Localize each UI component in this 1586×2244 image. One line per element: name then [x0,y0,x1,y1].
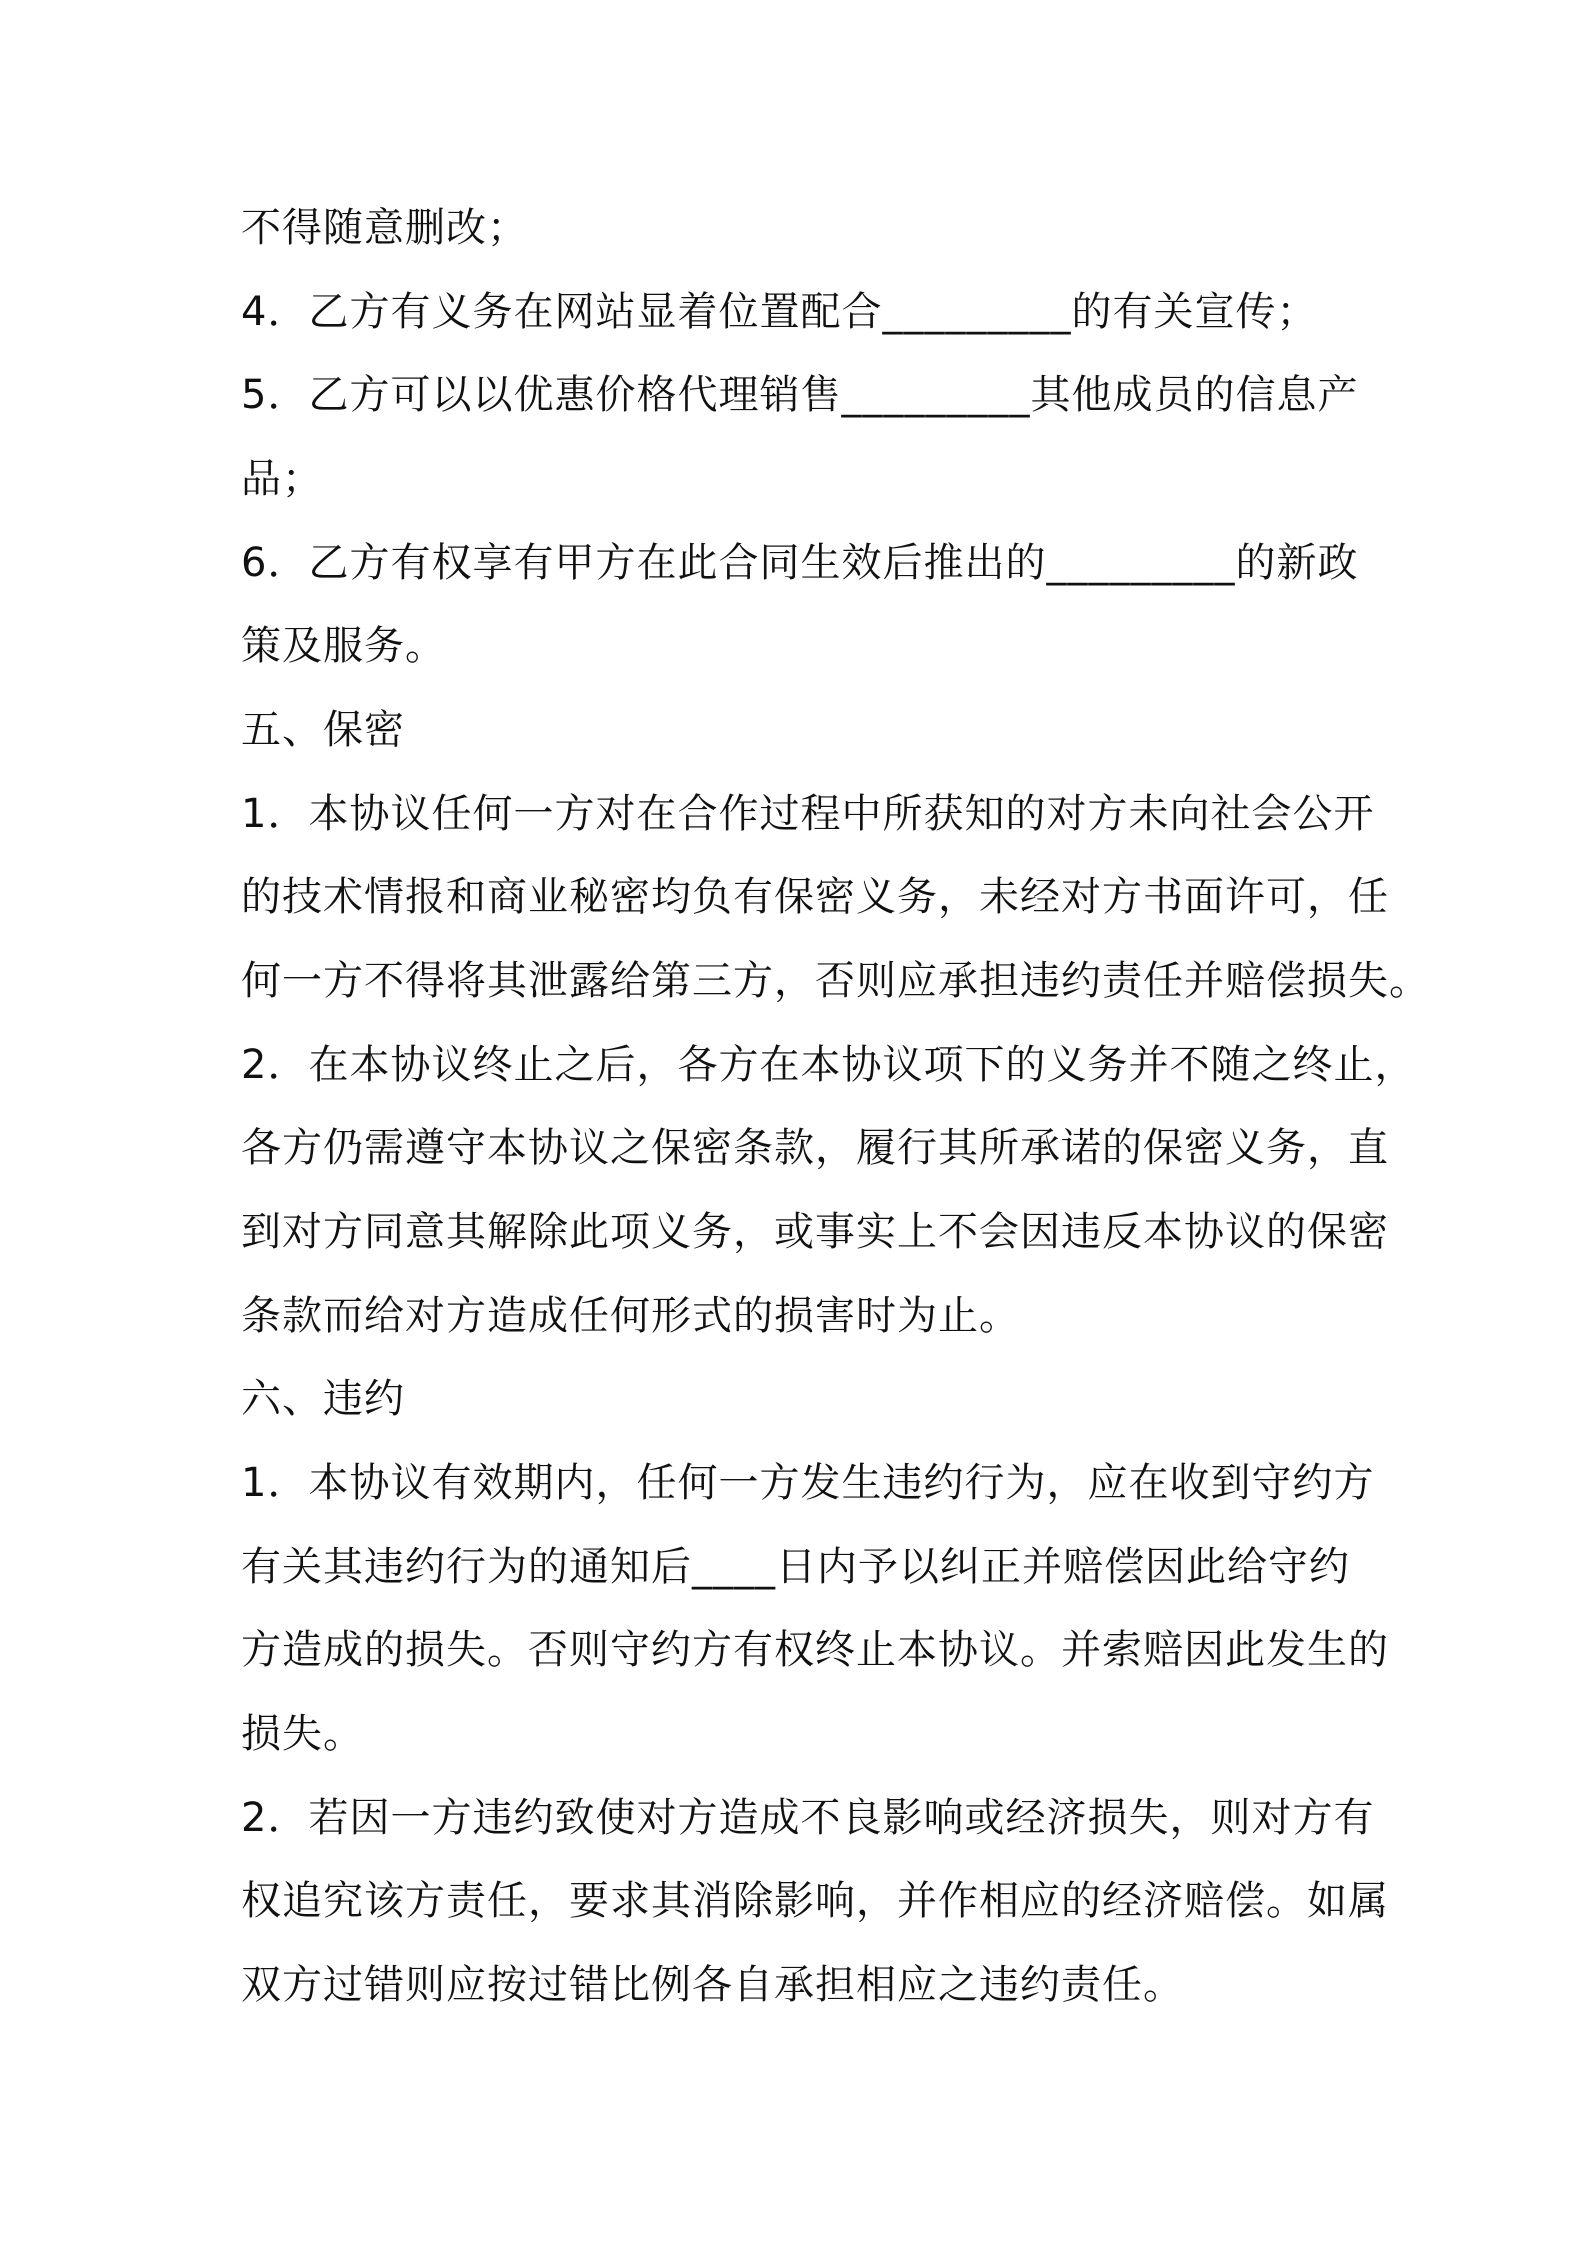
text-line: 双方过错则应按过错比例各自承担相应之违约责任。 [241,1962,1184,2008]
text-line: 何一方不得将其泄露给第三方，否则应承担违约责任并赔偿损失。 [241,958,1430,1004]
text-line: 损失。 [241,1711,364,1757]
text-line: 1．本协议任何一方对在合作过程中所获知的对方未向社会公开 [241,791,1375,837]
text-line: 2．在本协议终止之后，各方在本协议项下的义务并不随之终止， [241,1042,1416,1088]
section-heading: 五、保密 [241,707,405,753]
text-line: 权追究该方责任，要求其消除影响，并作相应的经济赔偿。如属 [241,1878,1389,1924]
text-line: 1．本协议有效期内，任何一方发生违约行为，应在收到守约方 [241,1460,1375,1506]
text-line: 2．若因一方违约致使对方造成不良影响或经济损失，则对方有 [241,1795,1375,1841]
text-line: 品； [241,456,323,502]
text-line: 条款而给对方造成任何形式的损害时为止。 [241,1293,1020,1339]
text-line: 策及服务。 [241,623,446,669]
section-heading: 六、违约 [241,1376,405,1422]
text-line: 到对方同意其解除此项义务，或事实上不会因违反本协议的保密 [241,1209,1389,1255]
text-line: 方造成的损失。否则守约方有权终止本协议。并索赔因此发生的 [241,1627,1389,1673]
text-line: 有关其违约行为的通知后____日内予以纠正并赔偿因此给守约 [241,1544,1350,1590]
text-line: 6．乙方有权享有甲方在此合同生效后推出的_________的新政 [241,540,1359,586]
text-line: 各方仍需遵守本协议之保密条款，履行其所承诺的保密义务，直 [241,1125,1389,1171]
text-line: 的技术情报和商业秘密均负有保密义务，未经对方书面许可，任 [241,874,1389,920]
text-line: 不得随意删改； [241,205,528,251]
text-line: 4．乙方有义务在网站显着位置配合_________的有关宣传； [241,289,1318,335]
text-line: 5．乙方可以以优惠价格代理销售_________其他成员的信息产 [241,372,1359,418]
